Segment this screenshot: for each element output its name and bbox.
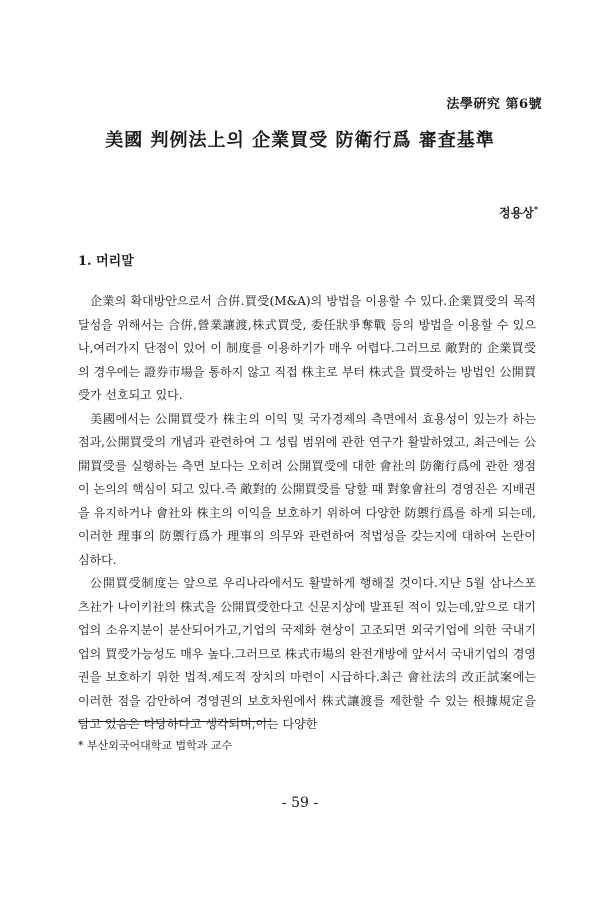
author-name: 정용상 xyxy=(499,206,534,220)
footnote: * 부산외국어대학교 법학과 교수 xyxy=(78,739,233,752)
footnote-separator xyxy=(78,721,271,722)
article-title: 美國 判例法上의 企業買受 防衛行爲 審査基準 xyxy=(105,130,495,151)
paragraph: 企業의 확대방안으로서 合倂.買受(M&A)의 방법을 이용할 수 있다.企業買受의 목적달성을 위해서는 合倂,營業讓渡,株式買受, 委任狀爭奪戰 등의 방법을 이용할 수 있으나,여러가지 단점이 있어 이 制度를 이용하기가 매우 어렵다.그러므로 敵對的 企業買受의 경우에는 證券市場을 통하지 않고 직접 株主로 부터 株式을 買受하는 방법인 公開買受가 선호되고 있다. xyxy=(78,294,536,402)
page-number: - 59 - xyxy=(281,795,319,811)
running-head: 法學硏究 第6號 xyxy=(446,97,542,112)
section-heading: 1. 머리말 xyxy=(78,254,134,269)
author-line xyxy=(499,204,538,221)
paragraph: 美國에서는 公開買受가 株主의 이익 및 국가경제의 측면에서 효용성이 있는가 하는 점과,公開買受의 개념과 관련하여 그 성립 범위에 관한 연구가 활발하였고, 최근에는 公開買受를 실행하는 측면 보다는 오히려 公開買受에 대한 會社의 防衛行爲에 관한 쟁점이 논의의 핵심이 되고 있다.즉 敵對的 公開買受를 당할 때 對象會社의 경영진은 지배권을 유지하거나 會社와 株主의 이익을 보호하기 위하여 다양한 防禦行爲를 하게 되는데,이러한 理事의 防禦行爲가 理事의 의무와 관련하여 적법성을 갖는지에 대하여 논란이 심하다. xyxy=(78,411,536,567)
paragraph: 公開買受制度는 앞으로 우리나라에서도 활발하게 행해질 것이다.지난 5월 삼나스포츠社가 나이키社의 株式을 公開買受한다고 신문지상에 발표된 적이 있는데,앞으로 대기업의 소유지분이 분산되어가고,기업의 국제화 현상이 고조되면 외국기업에 의한 국내기업의 買受가능성도 매우 높다.그러므로 株式市場의 완전개방에 앞서서 국내기업의 경영권을 보호하기 위한 법적.제도적 장치의 마련이 시급하다.최근 會社法의 改正試案에는 이러한 점을 감안하여 경영권의 보호차원에서 株式讓渡를 제한할 수 있는 根據規定을 담고 있음은 타당하다고 생각되며,이는 다양한 xyxy=(78,576,536,731)
author-footnote-mark: * xyxy=(533,204,538,214)
body-text xyxy=(78,290,536,737)
